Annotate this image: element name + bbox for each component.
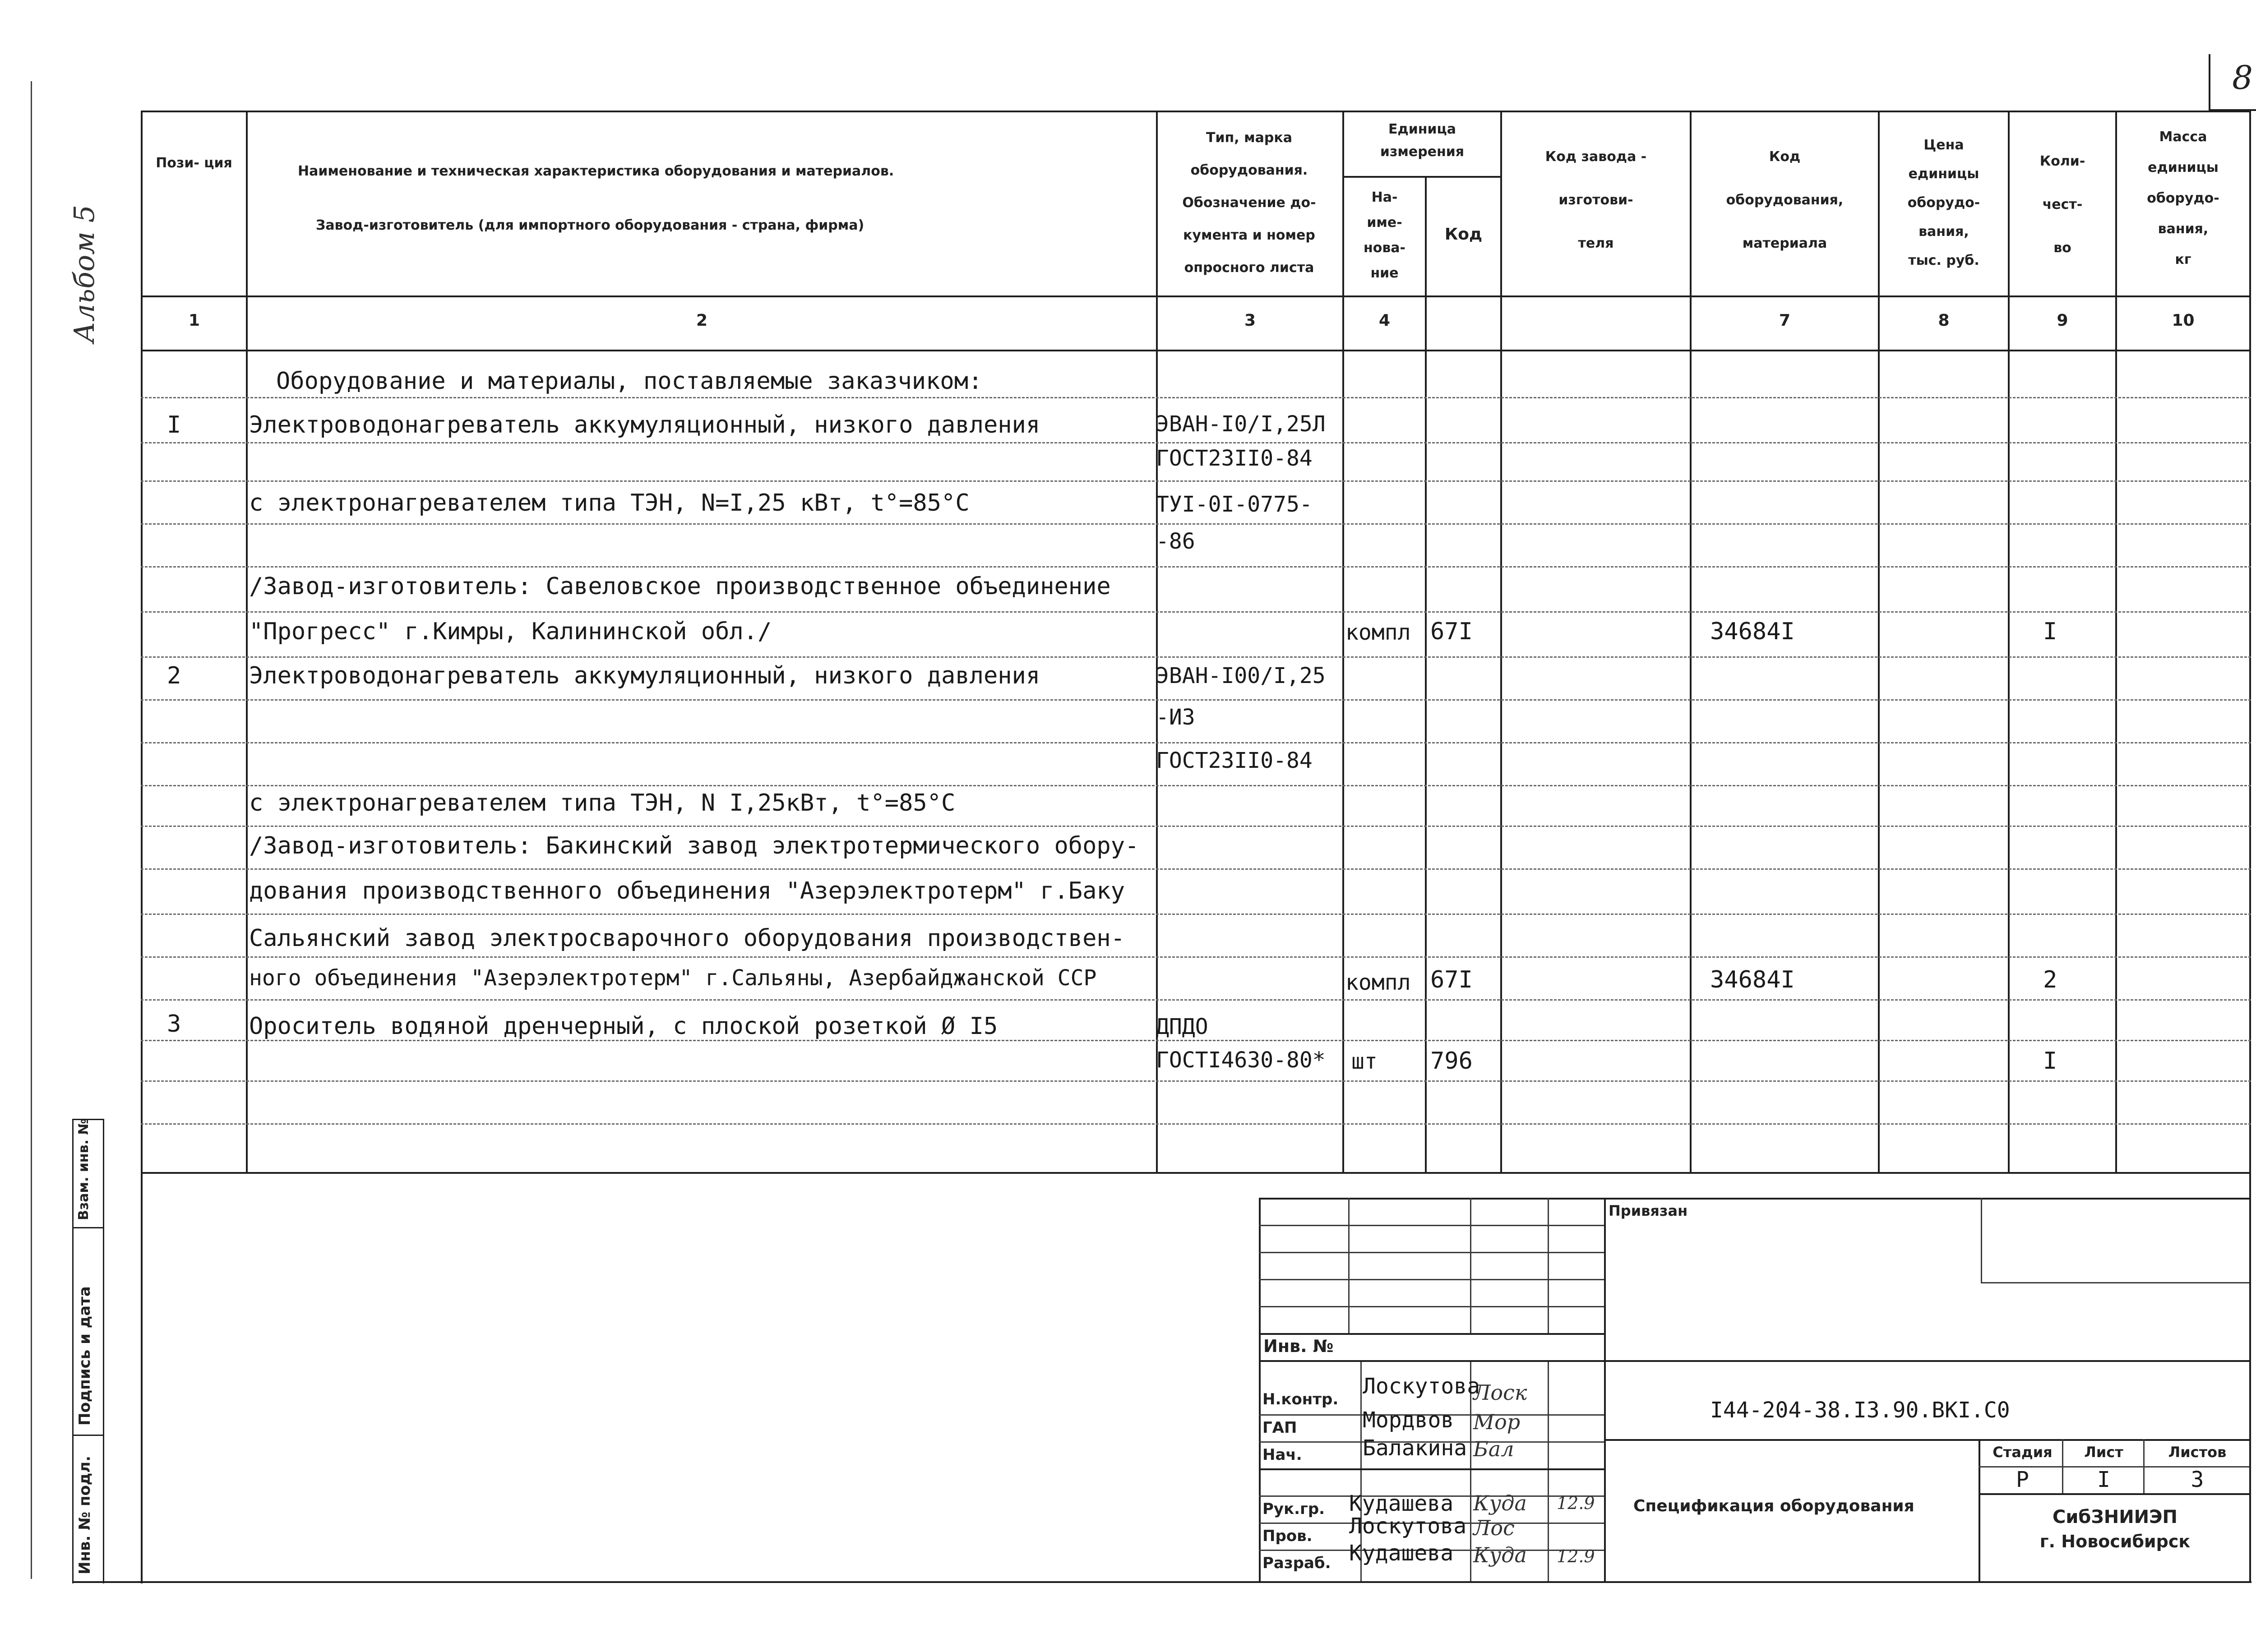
row-type: ДПДО: [1156, 1014, 1208, 1039]
title-block-line: [1604, 1439, 2251, 1441]
row-position: 3: [167, 1011, 181, 1038]
row-type: ГОСТI4630-80*: [1156, 1047, 1326, 1073]
role-name: Лоскутова: [1363, 1374, 1480, 1399]
organization-city: г. Новосибирск: [2039, 1532, 2191, 1551]
sheet-label: Лист: [2084, 1444, 2123, 1461]
header-equipment-code-line: оборудования,: [1726, 192, 1844, 208]
col-line: [2008, 111, 2010, 1173]
title-block-line: [1979, 1439, 1980, 1582]
margin-stamp-line: [141, 1172, 143, 1583]
title-block-line: [1259, 1225, 1604, 1226]
header-unit-code: Код: [1444, 225, 1483, 244]
header-equipment-code-line: Код: [1769, 149, 1801, 165]
header-price: [1880, 131, 2008, 275]
inv-number-label: Инв. №: [1263, 1336, 1334, 1356]
header-type-line: оборудования.: [1190, 162, 1308, 178]
row-separator: [141, 914, 2251, 915]
header-plant-code-line: Код завода -: [1545, 149, 1647, 165]
header-unit-group: [1344, 118, 1500, 163]
header-unit-name: [1344, 185, 1425, 286]
section-heading: Оборудование и материалы, поставляемые заказчиком:: [276, 368, 983, 395]
role-name: Кудашева: [1349, 1541, 1454, 1566]
row-line: [141, 295, 2251, 297]
row-separator: [141, 523, 2251, 525]
row-equipment-code: 34684I: [1710, 966, 1795, 993]
col-line: [246, 111, 248, 1173]
role-name: Лоскутова: [1349, 1514, 1467, 1539]
header-mass-line: вания,: [2158, 221, 2209, 237]
title-block-line: [1259, 1279, 1604, 1280]
row-separator: [141, 397, 2251, 398]
header-name-line2: Завод-изготовитель (для импортного оборудования - страна, фирма): [316, 217, 864, 233]
col-line: [2249, 111, 2251, 1173]
header-plant-code: [1502, 135, 1690, 265]
binding-line: [31, 81, 32, 1579]
page-number: 8: [2232, 59, 2253, 97]
row-name: дования производственного объединения "Азерэлектротерм" г.Баку: [249, 877, 1125, 904]
role-name: Балакина: [1363, 1435, 1467, 1461]
column-number: 10: [2172, 311, 2195, 330]
role-label: Н.контр.: [1262, 1390, 1339, 1408]
row-separator: [141, 826, 2251, 827]
col-line: [141, 111, 143, 1173]
margin-stamp-inv: Инв. № подл.: [76, 1455, 94, 1574]
row-unit: компл: [1345, 620, 1411, 645]
col-line: [1425, 176, 1427, 1173]
row-type: ГОСТ23II0-84: [1156, 748, 1313, 773]
header-quantity-line: Коли-: [2039, 153, 2085, 169]
row-unit: шт: [1351, 1049, 1378, 1074]
row-separator: [141, 699, 2251, 701]
header-unit-line: Единица: [1388, 121, 1456, 137]
header-type-line: Обозначение до-: [1182, 195, 1316, 211]
row-line: [1342, 176, 1500, 178]
role-name: Кудашева: [1349, 1491, 1454, 1516]
role-signature: Куда: [1473, 1543, 1527, 1567]
document-title: Спецификация оборудования: [1633, 1497, 1914, 1515]
header-equipment-code: [1692, 135, 1878, 265]
row-separator: [141, 442, 2251, 443]
title-block-line: [1548, 1360, 1549, 1581]
role-signature: Бал: [1473, 1437, 1514, 1461]
row-line: [141, 1172, 2251, 1174]
header-type-line: Тип, марка: [1206, 130, 1292, 146]
role-label: Нач.: [1262, 1446, 1302, 1464]
row-name: с электронагревателем типа ТЭН, N I,25кВт, t°=85°С: [249, 789, 956, 817]
row-separator: [141, 1123, 2251, 1125]
header-position: Пози- ция: [156, 155, 232, 171]
header-quantity: [2010, 140, 2115, 270]
header-unit-name-line: име-: [1367, 215, 1402, 231]
album-label: Альбом 5: [68, 205, 101, 343]
column-number: 2: [696, 311, 708, 330]
row-unit-code: 796: [1430, 1047, 1473, 1075]
row-type: -86: [1156, 529, 1195, 554]
row-separator: [141, 785, 2251, 786]
row-separator: [141, 480, 2251, 482]
title-block-line: [1548, 1198, 1549, 1333]
row-quantity: I: [2043, 1047, 2057, 1075]
title-block-line: [2249, 1172, 2251, 1582]
title-block-line: [1259, 1333, 1604, 1335]
role-signature: Мор: [1473, 1410, 1521, 1434]
row-unit-code: 67I: [1430, 966, 1473, 993]
row-position: I: [167, 411, 181, 438]
row-name: Электроводонагреватель аккумуляционный, низкого давления: [249, 662, 1040, 689]
header-unit-name-line: ние: [1370, 265, 1399, 281]
row-type: ЭВАН-I00/I,25: [1156, 663, 1326, 688]
margin-stamp-line: [103, 1119, 104, 1583]
row-separator: [141, 868, 2251, 870]
organization-name: СибЗНИИЭП: [2053, 1507, 2177, 1527]
title-block-line: [1259, 1198, 1261, 1582]
row-name: Ороситель водяной дренчерный, с плоской розеткой Ø I5: [249, 1013, 998, 1040]
header-mass-line: единицы: [2148, 160, 2219, 175]
title-block-line: [1259, 1252, 1604, 1253]
row-type: ТУI-0I-0775-: [1156, 492, 1313, 517]
header-mass-line: кг: [2175, 252, 2191, 268]
title-block-line: [1470, 1198, 1471, 1333]
column-number: 7: [1779, 311, 1791, 330]
row-name: с электронагревателем типа ТЭН, N=I,25 кВт, t°=85°С: [249, 489, 970, 517]
sheets-value: 3: [2191, 1467, 2204, 1492]
role-label: Рук.гр.: [1262, 1500, 1325, 1518]
header-type-line: опросного листа: [1184, 260, 1314, 276]
row-unit-code: 67I: [1430, 618, 1473, 645]
row-separator: [141, 1040, 2251, 1041]
margin-stamp-line: [72, 1119, 74, 1583]
row-equipment-code: 34684I: [1710, 618, 1795, 645]
document-code: I44-204-38.I3.90.BKI.C0: [1710, 1398, 2010, 1423]
row-line: [141, 350, 2251, 351]
role-signature: Лоск: [1473, 1380, 1527, 1405]
row-separator: [141, 999, 2251, 1001]
row-quantity: I: [2043, 618, 2057, 645]
stage-value: Р: [2016, 1467, 2029, 1492]
row-name: /Завод-изготовитель: Бакинский завод электротермического обору-: [249, 832, 1139, 859]
row-unit: компл: [1345, 970, 1411, 995]
header-mass: [2117, 122, 2249, 275]
role-label: Пров.: [1262, 1527, 1313, 1545]
role-signature: Куда: [1473, 1491, 1527, 1515]
title-block-line: [1259, 1360, 2251, 1362]
title-block-line: [2143, 1439, 2145, 1493]
col-line: [1500, 111, 1502, 1173]
title-block-line: [1259, 1198, 2251, 1200]
row-line: [141, 111, 2251, 112]
sheet-value: I: [2097, 1467, 2110, 1492]
title-block-line: [1348, 1198, 1350, 1333]
column-number: 4: [1378, 311, 1391, 330]
role-date: 12.9: [1557, 1546, 1595, 1566]
header-name-line1: Наименование и техническая характеристика оборудования и материалов.: [298, 163, 894, 179]
row-separator: [141, 656, 2251, 658]
role-label: Разраб.: [1262, 1554, 1331, 1572]
row-name: Электроводонагреватель аккумуляционный, низкого давления: [249, 411, 1040, 438]
header-mass-line: Масса: [2159, 129, 2207, 145]
role-label: ГАП: [1262, 1419, 1297, 1437]
header-quantity-line: чест-: [2042, 197, 2083, 212]
row-separator: [141, 1080, 2251, 1082]
sheets-label: Листов: [2168, 1444, 2227, 1461]
title-block-line: [1259, 1468, 1604, 1470]
header-plant-code-line: изготови-: [1558, 192, 1633, 208]
column-number: 9: [2057, 311, 2068, 330]
title-block-line: [2062, 1439, 2063, 1493]
header-type-line: кумента и номер: [1183, 227, 1315, 243]
role-signature: Лос: [1473, 1516, 1515, 1540]
header-unit-name-line: На-: [1371, 189, 1398, 205]
header-mass-line: оборудо-: [2147, 190, 2219, 206]
row-position: 2: [167, 662, 181, 689]
margin-stamp-line: [72, 1435, 104, 1436]
row-name: ного объединения "Азерэлектротерм" г.Сальяны, Азербайджанской ССР: [249, 965, 1097, 991]
title-block-line: [1604, 1198, 1606, 1582]
header-price-line: тыс. руб.: [1908, 253, 1979, 268]
margin-stamp-line: [72, 1227, 104, 1228]
row-name: /Завод-изготовитель: Савеловское производственное объединение: [249, 573, 1111, 600]
row-separator: [141, 566, 2251, 568]
role-date: 12.9: [1557, 1493, 1595, 1513]
margin-stamp-line: [72, 1581, 2251, 1583]
column-number: 8: [1938, 311, 1950, 330]
margin-stamp-replacement: Взам. инв. №: [76, 1118, 92, 1220]
header-equipment-code-line: материала: [1742, 235, 1827, 251]
row-name: Сальянский завод электросварочного оборудования производствен-: [249, 925, 1125, 952]
title-block-line: [1979, 1493, 2249, 1495]
row-name: "Прогресс" г.Кимры, Калининской обл./: [249, 618, 772, 645]
margin-stamp-signature: Подпись и дата: [76, 1286, 94, 1426]
row-type: ГОСТ23II0-84: [1156, 446, 1313, 471]
row-type: ЭВАН-I0/I,25Л: [1156, 411, 1326, 437]
title-block-line: [1981, 1282, 2249, 1283]
header-quantity-line: во: [2053, 240, 2071, 256]
column-number: 1: [188, 311, 200, 330]
header-type: [1158, 122, 1341, 284]
row-separator: [141, 742, 2251, 743]
col-line: [1690, 111, 1692, 1173]
header-price-line: вания,: [1919, 224, 1969, 240]
header-price-line: Цена: [1923, 137, 1964, 153]
row-quantity: 2: [2043, 966, 2057, 993]
header-unit-line: измерения: [1380, 144, 1465, 160]
row-type: -ИЗ: [1156, 705, 1195, 730]
stage-label: Стадия: [1992, 1444, 2053, 1461]
row-separator: [141, 956, 2251, 958]
header-price-line: оборудо-: [1907, 195, 1980, 211]
header-plant-code-line: теля: [1578, 235, 1614, 251]
role-name: Мордвов: [1363, 1407, 1454, 1433]
title-block-line: [1259, 1306, 1604, 1307]
column-number: 3: [1244, 311, 1256, 330]
privyazan-label: Привязан: [1609, 1202, 1688, 1219]
header-unit-name-line: нова-: [1363, 240, 1406, 256]
title-block-line: [1981, 1198, 1982, 1283]
row-separator: [141, 611, 2251, 613]
header-price-line: единицы: [1908, 166, 1979, 182]
